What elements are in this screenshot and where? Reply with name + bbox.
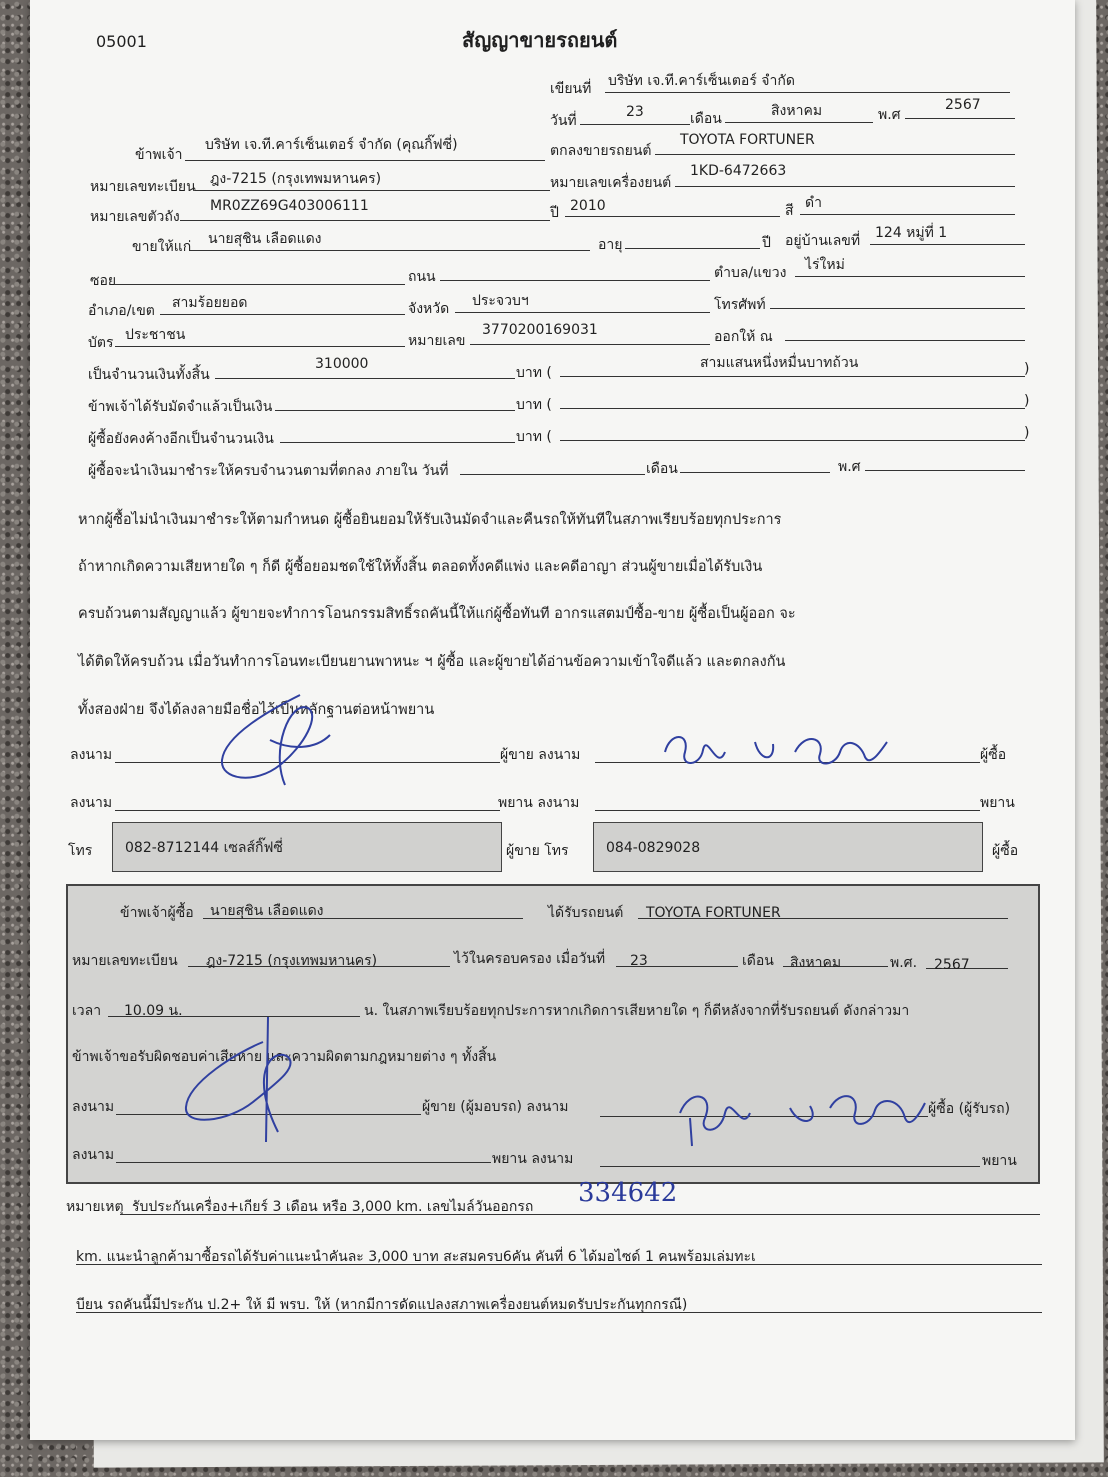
receipt-text-1: น. ในสภาพเรียบร้อยทุกประการหากเกิดการเสียหายใด ๆ ก็ดีหลังจากที่รับรถยนต์ ดังกล่าวมา [364, 1003, 910, 1019]
value-time: 10.09 น. [124, 1003, 183, 1019]
value-month: สิงหาคม [771, 103, 823, 119]
label-possession: ไว้ในครอบครอง เมื่อวันที่ [454, 951, 606, 967]
label-receipt-witness-mid: พยาน ลงนาม [492, 1151, 574, 1167]
label-baht-2: บาท ( [516, 397, 552, 413]
label-written-at: เขียนที่ [550, 81, 592, 97]
value-engine-no: 1KD-6472663 [690, 163, 787, 179]
value-card-type: ประชาชน [125, 327, 186, 343]
label-house-no: อยู่บ้านเลขที่ [785, 233, 861, 249]
label-baht-3: บาท ( [516, 429, 552, 445]
label-chassis: หมายเลขตัวถัง [90, 209, 180, 225]
label-witness-right: พยาน [980, 795, 1015, 811]
label-month: เดือน [690, 111, 722, 127]
label-receipt-buyer: ผู้ซื้อ (ผู้รับรถ) [928, 1101, 1011, 1117]
label-pay-month: เดือน [646, 461, 678, 477]
value-buyer-phone: 084-0829028 [606, 840, 701, 856]
remark-line-3: บียน รถคันนี้มีประกัน ป.2+ ให้ มี พรบ. ให้ (หากมีการดัดแปลงสภาพเครื่องยนต์หมดรับประกันทุกกรณี) [76, 1297, 688, 1313]
value-plate: ฎง-7215 (กรุงเทพมหานคร) [210, 171, 382, 187]
label-phone: โทรศัพท์ [714, 297, 766, 313]
label-buyer-role: ผู้ซื้อ [980, 747, 1007, 763]
value-total-amount: 310000 [315, 356, 369, 372]
label-total-amount: เป็นจำนวนเงินทั้งสิ้น [88, 367, 210, 383]
label-receipt-sign-1: ลงนาม [72, 1099, 115, 1115]
value-amount-words: สามแสนหนึ่งหมื่นบาทถ้วน [700, 355, 859, 371]
paren-close-1: ) [1024, 361, 1030, 377]
value-color: ดำ [805, 195, 822, 211]
remark-line-1: รับประกันเครื่อง+เกียร์ 3 เดือน หรือ 3,000 km. เลขไมล์วันออกรถ [132, 1199, 534, 1215]
label-plate: หมายเลขทะเบียน [90, 179, 196, 195]
label-receipt-sign-2: ลงนาม [72, 1147, 115, 1163]
body-line-5: ทั้งสองฝ่าย จึงได้ลงลายมือชื่อไว้เป็นหลักฐานต่อหน้าพยาน [78, 702, 435, 718]
label-soi: ซอย [90, 273, 117, 289]
label-seller: ข้าพเจ้า [135, 147, 183, 163]
label-remark: หมายเหตุ [66, 1199, 124, 1215]
form-code: 05001 [96, 32, 147, 51]
value-seller: บริษัท เจ.ที.คาร์เซ็นเตอร์ จำกัด (คุณกิ๊ฟซี่) [205, 137, 458, 153]
label-card: บัตร [88, 335, 114, 351]
label-years: ปี [762, 235, 771, 251]
paren-close-3: ) [1024, 425, 1030, 441]
label-remaining: ผู้ซื้อยังคงค้างอีกเป็นจำนวนเงิน [88, 431, 274, 447]
label-receiver: ข้าพเจ้าผู้ซื้อ [120, 905, 194, 921]
value-house-no: 124 หมู่ที่ 1 [875, 225, 948, 241]
label-engine-no: หมายเลขเครื่องยนต์ [550, 175, 672, 191]
label-road: ถนน [408, 269, 436, 285]
value-year: 2567 [945, 97, 981, 113]
value-district: สามร้อยยอด [172, 295, 248, 311]
label-sold-to: ขายให้แก่ [132, 239, 192, 255]
value-receipt-plate: ฎง-7215 (กรุงเทพมหานคร) [206, 953, 378, 969]
remark-line-2: km. แนะนำลูกค้ามาซื้อรถได้รับค่าแนะนำคันละ 3,000 บาท สะสมครบ6คัน คันที่ 6 ได้มอไซด์ 1 คนพร้อมเล่มทะเ [76, 1249, 756, 1265]
label-year: ปี [550, 205, 559, 221]
paren-close-2: ) [1024, 393, 1030, 409]
value-province: ประจวบฯ [472, 293, 529, 309]
value-id-number: 3770200169031 [482, 322, 598, 338]
value-receipt-year: 2567 [934, 957, 970, 973]
buyer-phone-box [593, 822, 983, 872]
label-province: จังหวัด [408, 301, 450, 317]
label-deposit: ข้าพเจ้าได้รับมัดจำแล้วเป็นเงิน [88, 399, 273, 415]
handwritten-mileage: 334642 [578, 1178, 678, 1208]
value-receipt-day: 23 [630, 953, 648, 969]
label-be-year: พ.ศ [878, 107, 901, 123]
body-line-1: หากผู้ซื้อไม่นำเงินมาชำระให้ตามกำหนด ผู้ซื้อยินยอมให้รับเงินมัดจำและคืนรถให้ทันทีในสภาพเรียบร้อยทุกประการ [78, 512, 782, 528]
document-title: สัญญาขายรถยนต์ [462, 28, 618, 52]
label-receipt-month: เดือน [742, 953, 774, 969]
value-written-at: บริษัท เจ.ที.คาร์เซ็นเตอร์ จำกัด [608, 73, 795, 89]
body-line-3: ครบถ้วนตามสัญญาแล้ว ผู้ขายจะทำการโอนกรรมสิทธิ์รถคันนี้ให้แก่ผู้ซื้อทันที อากรแสตมป์ซื้อ-ขาย ผู้ซื้อเป็นผู้ออก จะ [78, 606, 796, 622]
seller-signature-1 [210, 690, 340, 800]
body-line-2: ถ้าหากเกิดความเสียหายใด ๆ ก็ดี ผู้ซื้อยอมชดใช้ให้ทั้งสิ้น ตลอดทั้งคดีแพ่ง และคดีอาญา ส่วนผู้ขายเมื่อได้รับเงิน [78, 559, 763, 575]
value-buyer-name: นายสุชิน เลือดแดง [208, 231, 322, 247]
value-car-year: 2010 [570, 198, 606, 214]
value-seller-phone: 082-8712144 เซลส์กิ๊ฟซี่ [125, 840, 283, 856]
value-received-car: TOYOTA FORTUNER [646, 905, 781, 921]
label-receipt-be: พ.ศ. [890, 955, 918, 971]
contract-sheet [30, 0, 1075, 1440]
label-time: เวลา [72, 1003, 102, 1019]
label-issued-at: ออกให้ ณ [714, 329, 773, 345]
label-pay-due: ผู้ซื้อจะนำเงินมาชำระให้ครบจำนวนตามที่ตกลง ภายใน วันที่ [88, 463, 449, 479]
label-witness-mid: พยาน ลงนาม [498, 795, 580, 811]
value-receiver: นายสุชิน เลือดแดง [210, 903, 324, 919]
label-number: หมายเลข [408, 333, 466, 349]
label-sign-witness: ลงนาม [70, 795, 113, 811]
label-baht-1: บาท ( [516, 365, 552, 381]
label-sign-seller: ลงนาม [70, 747, 113, 763]
seller-signature-2 [168, 1012, 318, 1152]
label-buyer-right: ผู้ซื้อ [992, 843, 1019, 859]
label-pay-be: พ.ศ [838, 459, 861, 475]
label-receipt-seller: ผู้ขาย (ผู้มอบรถ) ลงนาม [422, 1099, 569, 1115]
seller-phone-box [112, 822, 502, 872]
label-date: วันที่ [550, 113, 577, 129]
label-received-car: ได้รับรถยนต์ [548, 905, 624, 921]
label-seller-role: ผู้ขาย ลงนาม [500, 747, 581, 763]
label-age: อายุ [598, 237, 623, 253]
receipt-text-2: ข้าพเจ้าขอรับผิดชอบค่าเสียหาย และความผิดตามกฎหมายต่าง ๆ ทั้งสิ้น [72, 1049, 497, 1065]
label-agree-sell: ตกลงขายรถยนต์ [550, 143, 652, 159]
value-subdistrict: ไร่ใหม่ [805, 257, 845, 273]
buyer-signature-1 [655, 722, 895, 789]
buyer-signature-2 [670, 1078, 930, 1152]
label-district: อำเภอ/เขต [88, 303, 155, 319]
label-subdistrict: ตำบล/แขวง [714, 265, 787, 281]
value-receipt-month: สิงหาคม [790, 955, 842, 971]
value-day: 23 [626, 104, 644, 120]
value-chassis: MR0ZZ69G403006111 [210, 198, 369, 214]
label-phone-seller: โทร [68, 843, 93, 859]
label-receipt-plate: หมายเลขทะเบียน [72, 953, 178, 969]
label-receipt-witness: พยาน [982, 1153, 1017, 1169]
value-car-model: TOYOTA FORTUNER [680, 132, 815, 148]
label-seller-tel: ผู้ขาย โทร [506, 843, 569, 859]
body-line-4: ได้ติดให้ครบถ้วน เมื่อวันทำการโอนทะเบียนยานพาหนะ ฯ ผู้ซื้อ และผู้ขายได้อ่านข้อความเข้าใจดีแล้ว และตกลงกัน [78, 654, 786, 670]
label-color: สี [785, 203, 794, 219]
